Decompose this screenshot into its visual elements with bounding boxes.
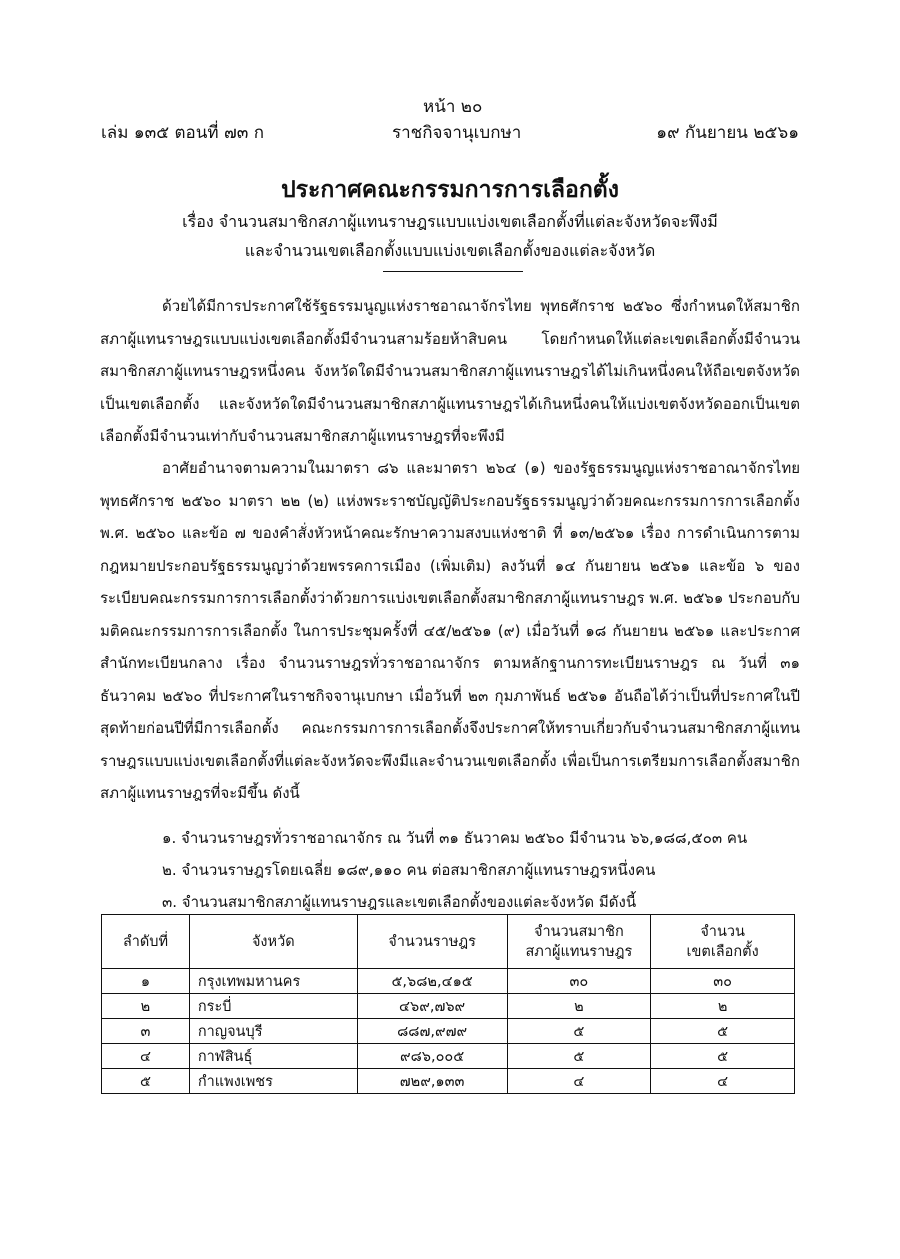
cell-no: ๔	[102, 1044, 190, 1069]
table-row	[102, 1069, 795, 1094]
page-number: หน้า ๒๐	[423, 97, 483, 117]
header-population: จำนวนราษฎร	[357, 915, 507, 969]
cell-districts: ๔	[651, 1069, 795, 1094]
list-item-1: ๑. จำนวนราษฎรทั่วราชอาณาจักร ณ วันที่ ๓๑ ธันวาคม ๒๕๖๐ มีจำนวน ๖๖,๑๘๘,๕๐๓ คน	[162, 829, 748, 847]
cell-population: ๘๘๗,๙๗๙	[357, 1019, 507, 1044]
cell-no: ๕	[102, 1069, 190, 1094]
gazette-name: ราชกิจจานุเบกษา	[392, 123, 522, 143]
cell-members: ๕	[507, 1019, 651, 1044]
volume-issue: เล่ม ๑๓๕ ตอนที่ ๗๓ ก	[101, 123, 265, 143]
paragraph-1-text: ด้วยได้มีการประกาศใช้รัฐธรรมนูญแห่งราชอาณาจักรไทย พุทธศักราช ๒๕๖๐ ซึ่งกำหนดให้สมาชิกสภาผู้แทนราษฎรแบบแบ่งเขตเลือกตั้งมีจำนวนสามร้อยห้าสิบคน โดยกำหนดให้แต่ละเขตเลือกตั้งมีจำนวนสมาชิกสภาผู้แทนราษฎรหนึ่งคน จังหวัดใดมีจำนวนสมาชิกสภาผู้แทนราษฎรได้ไม่เกินหนึ่งคนให้ถือเขตจังหวัดเป็นเขตเลือกตั้ง และจังหวัดใดมีจำนวนสมาชิกสภาผู้แทนราษฎรได้เกินหนึ่งคนให้แบ่งเขตจังหวัดออกเป็นเขตเลือกตั้งมีจำนวนเท่ากับจำนวนสมาชิกสภาผู้แทนราษฎรที่จะพึงมี	[100, 297, 800, 445]
header-members	[507, 915, 651, 969]
cell-members: ๒	[507, 994, 651, 1019]
table-row	[102, 1019, 795, 1044]
subject-line-1: เรื่อง จำนวนสมาชิกสภาผู้แทนราษฎรแบบแบ่งเขตเลือกตั้งที่แต่ละจังหวัดจะพึงมี	[182, 212, 718, 231]
cell-districts: ๓๐	[651, 969, 795, 994]
cell-districts: ๕	[651, 1019, 795, 1044]
header-no: ลำดับที่	[102, 915, 190, 969]
table-row	[102, 969, 795, 994]
table-row	[102, 1044, 795, 1069]
cell-population: ๗๒๙,๑๓๓	[357, 1069, 507, 1094]
title-divider	[383, 271, 523, 272]
cell-population: ๙๘๖,๐๐๕	[357, 1044, 507, 1069]
table-header-row	[102, 915, 795, 969]
announcement-title: ประกาศคณะกรรมการการเลือกตั้ง	[281, 177, 619, 203]
cell-members: ๕	[507, 1044, 651, 1069]
cell-no: ๓	[102, 1019, 190, 1044]
publication-date: ๑๙ กันยายน ๒๕๖๑	[656, 123, 799, 143]
header-districts	[651, 915, 795, 969]
cell-members: ๓๐	[507, 969, 651, 994]
header-members-line2: สภาผู้แทนราษฎร	[525, 943, 633, 960]
cell-province: กำแพงเพชร	[189, 1069, 357, 1094]
cell-population: ๕,๖๘๒,๔๑๕	[357, 969, 507, 994]
cell-province: กาฬสินธุ์	[189, 1044, 357, 1069]
table-row	[102, 994, 795, 1019]
list-item-2: ๒. จำนวนราษฎรโดยเฉลี่ย ๑๘๙,๑๑๐ คน ต่อสมาชิกสภาผู้แทนราษฎรหนึ่งคน	[162, 861, 656, 879]
subject-line-2: และจำนวนเขตเลือกตั้งแบบแบ่งเขตเลือกตั้งของแต่ละจังหวัด	[244, 241, 656, 260]
header-districts-line2: เขตเลือกตั้ง	[686, 943, 759, 960]
cell-province: กาญจนบุรี	[189, 1019, 357, 1044]
cell-districts: ๒	[651, 994, 795, 1019]
cell-no: ๑	[102, 969, 190, 994]
cell-province: กระบี่	[189, 994, 357, 1019]
header-districts-line1: จำนวน	[700, 923, 745, 940]
cell-population: ๔๖๙,๗๖๙	[357, 994, 507, 1019]
cell-districts: ๕	[651, 1044, 795, 1069]
body-paragraph-2	[100, 452, 800, 810]
header-province: จังหวัด	[189, 915, 357, 969]
list-item-3: ๓. จำนวนสมาชิกสภาผู้แทนราษฎรและเขตเลือกตั้งของแต่ละจังหวัด มีดังนี้	[162, 893, 637, 911]
cell-no: ๒	[102, 994, 190, 1019]
body-paragraph-1	[100, 290, 800, 453]
province-table	[101, 914, 795, 1094]
cell-members: ๔	[507, 1069, 651, 1094]
header-members-line1: จำนวนสมาชิก	[533, 923, 624, 940]
paragraph-2-text: อาศัยอำนาจตามความในมาตรา ๘๖ และมาตรา ๒๖๔ (๑) ของรัฐธรรมนูญแห่งราชอาณาจักรไทย พุทธศักราช ๒๕๖๐ มาตรา ๒๒ (๒) แห่งพระราชบัญญัติประกอบรัฐธรรมนูญว่าด้วยคณะกรรมการการเลือกตั้ง พ.ศ. ๒๕๖๐ และข้อ ๗ ของคำสั่งหัวหน้าคณะรักษาความสงบแห่งชาติ ที่ ๑๓/๒๕๖๑ เรื่อง การดำเนินการตามกฎหมายประกอบรัฐธรรมนูญว่าด้วยพรรคการเมือง (เพิ่มเติม) ลงวันที่ ๑๔ กันยายน ๒๕๖๑ และข้อ ๖ ของระเบียบคณะกรรมการการเลือกตั้งว่าด้วยการแบ่งเขตเลือกตั้งสมาชิกสภาผู้แทนราษฎร พ.ศ. ๒๕๖๑ ประกอบกับมติคณะกรรมการการเลือกตั้ง ในการประชุมครั้งที่ ๔๕/๒๕๖๑ (๙) เมื่อวันที่ ๑๘ กันยายน ๒๕๖๑ และประกาศสำนักทะเบียนกลาง เรื่อง จำนวนราษฎรทั่วราชอาณาจักร ตามหลักฐานการทะเบียนราษฎร ณ วันที่ ๓๑ ธันวาคม ๒๕๖๐ ที่ประกาศในราชกิจจานุเบกษา เมื่อวันที่ ๒๓ กุมภาพันธ์ ๒๕๖๑ อันถือได้ว่าเป็นที่ประกาศในปีสุดท้ายก่อนปีที่มีการเลือกตั้ง คณะกรรมการการเลือกตั้งจึงประกาศให้ทราบเกี่ยวกับจำนวนสมาชิกสภาผู้แทนราษฎรแบบแบ่งเขตเลือกตั้งที่แต่ละจังหวัดจะพึงมีและจำนวนเขตเลือกตั้ง เพื่อเป็นการเตรียมการเลือกตั้งสมาชิกสภาผู้แทนราษฎรที่จะมีขึ้น ดังนี้	[100, 459, 800, 802]
cell-province: กรุงเทพมหานคร	[189, 969, 357, 994]
